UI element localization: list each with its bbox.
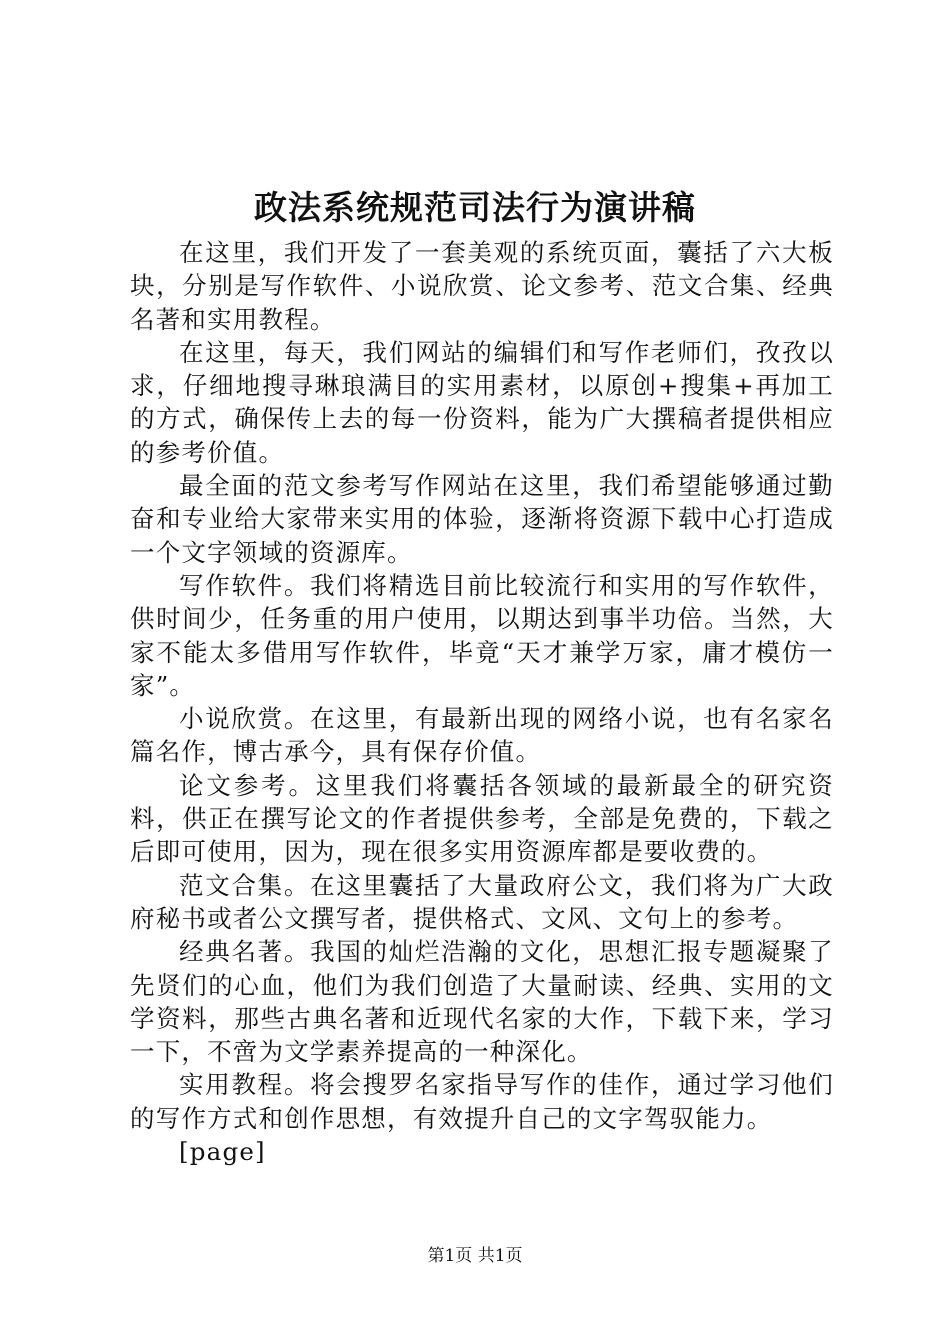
- paragraph-intro: 在这里，我们开发了一套美观的系统页面，囊括了六大板块，分别是写作软件、小说欣赏、论文参考、范文合集、经典名著和实用教程。: [130, 238, 834, 334]
- document-body: [130, 236, 834, 1168]
- paragraph-editors: 在这里，每天，我们网站的编辑们和写作老师们，孜孜以求，仔细地搜寻琳琅满目的实用素材，以原创+搜集+再加工的方式，确保传上去的每一份资料，能为广大撰稿者提供相应的参考价值。: [130, 337, 834, 467]
- paragraph-writing-software: 写作软件。我们将精选目前比较流行和实用的写作软件，供时间少，任务重的用户使用，以期达到事半功倍。当然，大家不能太多借用写作软件，毕竟“天才兼学万家，庸才模仿一家”。: [130, 570, 834, 700]
- page-marker: [page]: [179, 1137, 266, 1167]
- paragraph-resource-center: 最全面的范文参考写作网站在这里，我们希望能够通过勤奋和专业给大家带来实用的体验，逐渐将资源下载中心打造成一个文字领域的资源库。: [130, 471, 834, 567]
- paragraph-tutorials: 实用教程。将会搜罗名家指导写作的佳作，通过学习他们的写作方式和创作思想，有效提升自己的文字驾驭能力。: [130, 1070, 834, 1133]
- paragraph-novels: 小说欣赏。在这里，有最新出现的网络小说，也有名家名篇名作，博古承今，具有保存价值。: [130, 704, 834, 767]
- document-title: 政法系统规范司法行为演讲稿: [254, 188, 696, 227]
- paragraph-classics: 经典名著。我国的灿烂浩瀚的文化，思想汇报专题凝聚了先贤们的心血，他们为我们创造了大量耐读、经典、实用的文学资料，那些古典名著和近现代名家的大作，下载下来，学习一下，不啻为文学素养提高的一种深化。: [130, 937, 834, 1067]
- paragraph-papers: 论文参考。这里我们将囊括各领域的最新最全的研究资料，供正在撰写论文的作者提供参考，全部是免费的，下载之后即可使用，因为，现在很多实用资源库都是要收费的。: [130, 770, 834, 867]
- paragraph-templates: 范文合集。在这里囊括了大量政府公文，我们将为广大政府秘书或者公文撰写者，提供格式、文风、文句上的参考。: [130, 870, 834, 933]
- page-footer: 第1页 共1页: [427, 1246, 523, 1266]
